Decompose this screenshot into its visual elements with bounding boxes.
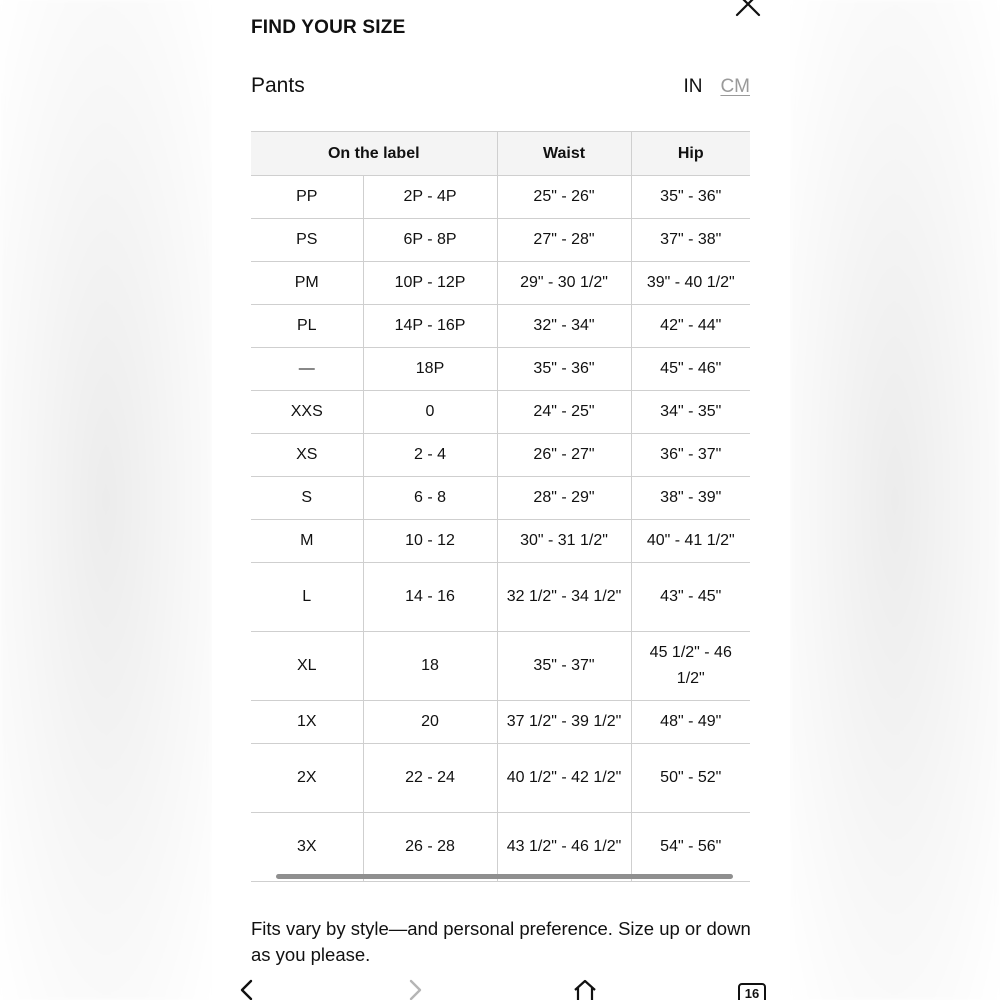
cell-label-letter: S [251,477,363,520]
cell-waist: 27" - 28" [497,219,631,262]
cell-label-letter: PP [251,176,363,219]
cell-hip: 36" - 37" [631,434,750,477]
table-row [251,262,750,305]
cell-label-letter: PS [251,219,363,262]
background-right [790,0,1000,1000]
cell-hip: 54" - 56" [631,813,750,882]
cell-waist: 24" - 25" [497,391,631,434]
cell-label-letter: XL [251,632,363,701]
table-row [251,520,750,563]
cell-hip: 40" - 41 1/2" [631,520,750,563]
forward-icon[interactable] [404,979,426,1000]
cell-waist: 26" - 27" [497,434,631,477]
table-row [251,701,750,744]
cell-waist: 32" - 34" [497,305,631,348]
table-row [251,477,750,520]
back-icon[interactable] [236,979,258,1000]
tabs-icon[interactable]: 16 [738,983,766,1000]
cell-waist: 37 1/2" - 39 1/2" [497,701,631,744]
cell-waist: 40 1/2" - 42 1/2" [497,744,631,813]
table-row [251,563,750,632]
cell-label-letter: 1X [251,701,363,744]
table-row [251,744,750,813]
cell-label-number: 18 [363,632,497,701]
page-title: FIND YOUR SIZE [251,17,406,38]
browser-bottom-nav [212,965,790,1000]
cell-label-number: 20 [363,701,497,744]
cell-label-letter: 3X [251,813,363,882]
fit-note: Fits vary by style—and personal preference. Size up or down as you please. [251,918,751,965]
cell-label-number: 6P - 8P [363,219,497,262]
cell-waist: 43 1/2" - 46 1/2" [497,813,631,882]
table-row [251,813,750,882]
cell-waist: 30" - 31 1/2" [497,520,631,563]
table-row [251,305,750,348]
cell-waist: 35" - 36" [497,348,631,391]
unit-cm-button[interactable]: CM [720,76,750,97]
cell-label-number: 10P - 12P [363,262,497,305]
header-hip: Hip [631,132,750,176]
background-left [0,0,212,1000]
table-body [251,176,750,882]
size-table-container [251,131,750,882]
cell-hip: 38" - 39" [631,477,750,520]
cell-label-number: 14 - 16 [363,563,497,632]
cell-label-letter: 2X [251,744,363,813]
cell-waist: 25" - 26" [497,176,631,219]
table-header-row [251,132,750,176]
cell-label-number: 6 - 8 [363,477,497,520]
table-row [251,434,750,477]
cell-label-letter: L [251,563,363,632]
cell-hip: 39" - 40 1/2" [631,262,750,305]
cell-hip: 37" - 38" [631,219,750,262]
table-row [251,348,750,391]
size-table [251,131,750,882]
cell-hip: 42" - 44" [631,305,750,348]
cell-hip: 50" - 52" [631,744,750,813]
cell-label-number: 22 - 24 [363,744,497,813]
cell-waist: 32 1/2" - 34 1/2" [497,563,631,632]
table-row [251,391,750,434]
cell-label-number: 14P - 16P [363,305,497,348]
category-label: Pants [251,74,305,97]
cell-hip: 45" - 46" [631,348,750,391]
cell-label-letter: XXS [251,391,363,434]
cell-label-letter: PL [251,305,363,348]
table-row [251,176,750,219]
table-row [251,632,750,701]
home-icon[interactable] [572,979,598,1000]
cell-label-letter: M [251,520,363,563]
cell-hip: 48" - 49" [631,701,750,744]
cell-hip: 34" - 35" [631,391,750,434]
header-on-the-label: On the label [251,132,497,176]
cell-waist: 28" - 29" [497,477,631,520]
cell-label-number: 0 [363,391,497,434]
cell-label-number: 10 - 12 [363,520,497,563]
cell-label-number: 26 - 28 [363,813,497,882]
cell-label-letter: PM [251,262,363,305]
cell-label-number: 2P - 4P [363,176,497,219]
unit-in-button[interactable]: IN [683,76,703,97]
cell-label-letter: XS [251,434,363,477]
unit-toggle [683,76,750,98]
close-icon[interactable] [734,0,762,18]
size-guide-panel [212,0,790,1000]
header-waist: Waist [497,132,631,176]
cell-label-letter: — [251,348,363,391]
cell-hip: 43" - 45" [631,563,750,632]
horizontal-scrollbar[interactable] [276,874,733,879]
cell-waist: 35" - 37" [497,632,631,701]
table-row [251,219,750,262]
cell-hip: 45 1/2" - 46 1/2" [631,632,750,701]
cell-label-number: 18P [363,348,497,391]
cell-hip: 35" - 36" [631,176,750,219]
cell-waist: 29" - 30 1/2" [497,262,631,305]
cell-label-number: 2 - 4 [363,434,497,477]
